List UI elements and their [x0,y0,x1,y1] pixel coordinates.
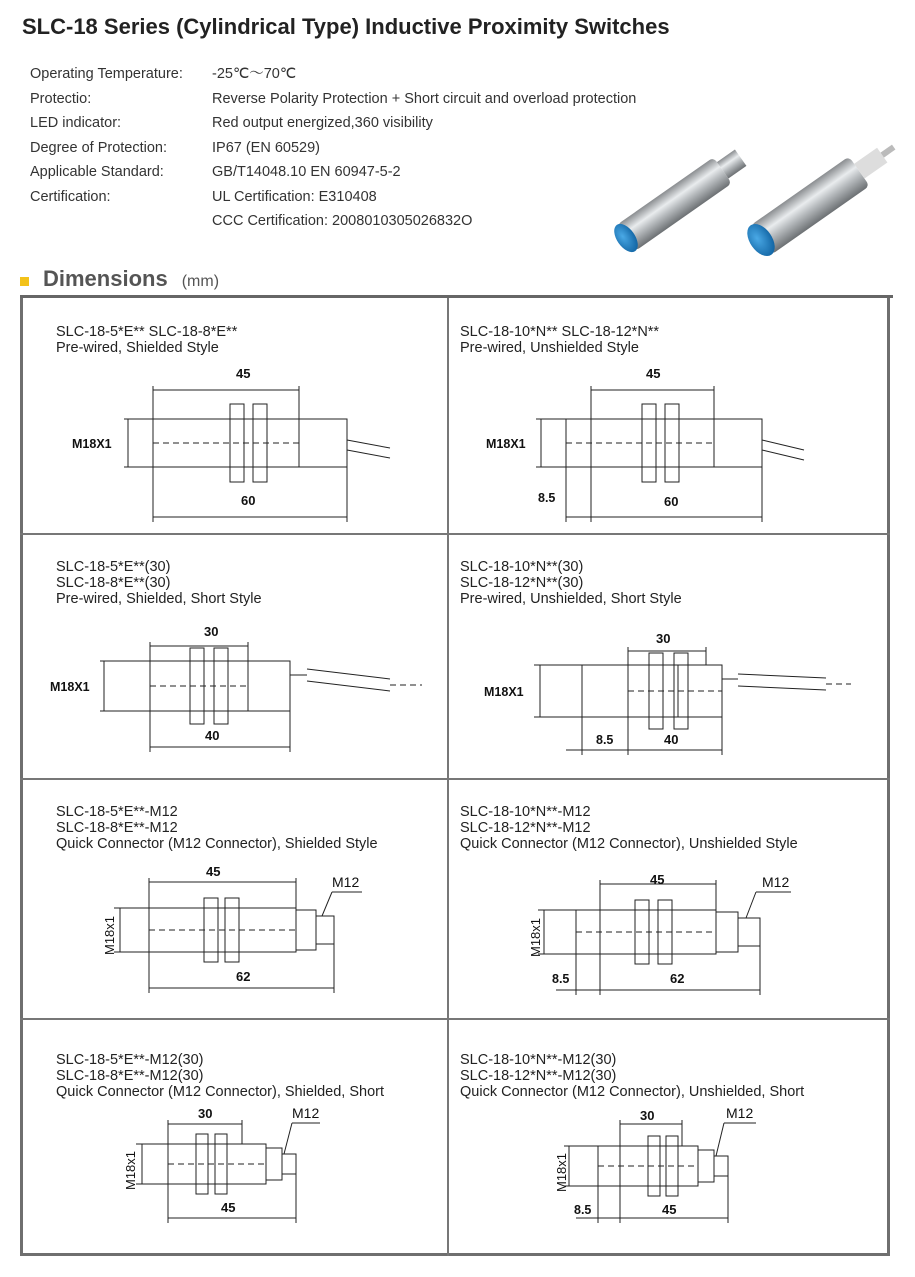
spec-value: Reverse Polarity Protection + Short circuit and overload protection [212,90,637,107]
page-title: SLC-18 Series (Cylindrical Type) Inductive Proximity Switches [22,14,670,39]
dim-bottom-label: 60 [241,493,256,508]
product-photo [596,130,896,280]
dimension-cell [22,780,447,1018]
thread-label: M18X1 [484,685,524,699]
spec-value: Red output energized,360 visibility [212,115,433,131]
style-line: Quick Connector (M12 Connector), Unshielded, Short [460,1084,805,1100]
dim-top-label: 45 [646,366,661,381]
bullet-icon [20,277,29,286]
style-line: Pre-wired, Shielded, Short Style [56,591,262,607]
dim-top-label: 30 [198,1106,213,1121]
spec-label: Degree of Protection: [30,139,168,156]
style-line: Pre-wired, Shielded Style [56,340,219,356]
dim-bottom-label: 45 [662,1202,677,1217]
dim-bottom-label: 60 [664,494,679,509]
dimension-drawing [22,780,447,1018]
model-line: SLC-18-10*N**-M12(30) [460,1052,617,1068]
spec-label: Protectio: [30,90,92,107]
style-line: Quick Connector (M12 Connector), Unshielded Style [460,836,798,852]
model-line: SLC-18-10*N**-M12 [460,804,591,820]
spec-row [30,185,636,210]
dimension-cell [22,535,447,778]
spec-value: CCC Certification: 2008010305026832O [212,213,473,229]
thread-label: M18X1 [50,680,90,694]
spec-row [30,160,636,185]
spec-value: GB/T14048.10 EN 60947-5-2 [212,164,401,180]
style-line: Quick Connector (M12 Connector), Shielded, Short [56,1084,385,1100]
model-line: SLC-18-5*E**-M12(30) [56,1052,204,1068]
spec-row [30,87,636,112]
dimension-cell [426,535,851,778]
spec-label: LED indicator: [30,115,122,131]
dimensions-header [20,266,219,292]
ext-label: 8.5 [552,972,570,986]
dim-top-label: 30 [656,631,671,646]
model-line: SLC-18-8*E**-M12(30) [56,1068,204,1084]
dimension-cell [426,1020,851,1253]
spec-row [30,111,636,136]
thread-label: M18x1 [102,915,117,955]
connector-label: M12 [762,874,790,890]
dim-bottom-label: 40 [205,728,220,743]
sensor-photo-left [609,145,749,257]
spec-row [30,209,636,234]
thread-label: M18X1 [72,437,112,451]
model-line: SLC-18-5*E**-M12 [56,804,178,820]
dim-bottom-label: 62 [670,971,685,986]
dimension-cell [22,300,447,533]
spec-row [30,136,636,161]
dimensions-unit: (mm) [181,273,220,290]
model-line: SLC-18-5*E**(30) [56,559,171,575]
spec-label: Certification: [30,188,111,205]
model-line: SLC-18-12*N**(30) [460,575,584,591]
dim-bottom-label: 40 [664,732,679,747]
thread-label: M18x1 [528,917,543,957]
style-line: Quick Connector (M12 Connector), Shielded Style [56,836,378,852]
style-line: Pre-wired, Unshielded, Short Style [460,591,682,607]
dimension-drawing [426,535,851,778]
spec-label [30,209,212,234]
dimension-drawing [426,300,851,533]
model-line: SLC-18-12*N**-M12 [460,820,591,836]
dim-bottom-label: 45 [221,1200,236,1215]
dimension-drawing [22,1020,447,1253]
spec-list [30,62,636,234]
thread-label: M18X1 [486,437,526,451]
dim-top-label: 45 [650,872,665,887]
ext-label: 8.5 [596,733,614,747]
dimension-drawing [22,535,447,778]
dimensions-title: Dimensions [43,266,168,291]
model-line: SLC-18-10*N**(30) [460,559,584,575]
spec-value: -25℃～70℃ [212,66,297,82]
model-line: SLC-18-12*N**-M12(30) [460,1068,617,1084]
spec-label: Operating Temperature: [30,66,183,82]
connector-label: M12 [332,874,360,890]
dimension-drawing [426,780,851,1018]
connector-label: M12 [726,1105,754,1121]
thread-label: M18x1 [554,1152,569,1192]
thread-label: M18x1 [123,1150,138,1190]
model-line: SLC-18-10*N** SLC-18-12*N** [460,324,660,340]
dimension-drawing [426,1020,851,1253]
ext-label: 8.5 [538,491,556,505]
dimension-cell [426,780,851,1018]
dim-top-label: 30 [204,624,219,639]
model-line: SLC-18-8*E**-M12 [56,820,178,836]
dim-top-label: 30 [640,1108,655,1123]
model-line: SLC-18-5*E** SLC-18-8*E** [56,324,238,340]
dimension-cell [426,300,851,533]
spec-row [30,62,636,87]
dim-top-label: 45 [206,864,221,879]
connector-label: M12 [292,1105,320,1121]
spec-value: IP67 (EN 60529) [212,139,321,156]
dim-bottom-label: 62 [236,969,251,984]
sensor-photo-right [742,132,896,261]
style-line: Pre-wired, Unshielded Style [460,340,639,356]
dim-top-label: 45 [236,366,251,381]
dimension-cell [22,1020,447,1253]
ext-label: 8.5 [574,1203,592,1217]
spec-label: Applicable Standard: [30,164,164,180]
model-line: SLC-18-8*E**(30) [56,575,171,591]
dimension-drawing [22,300,447,533]
spec-value: UL Certification: E310408 [212,188,377,205]
